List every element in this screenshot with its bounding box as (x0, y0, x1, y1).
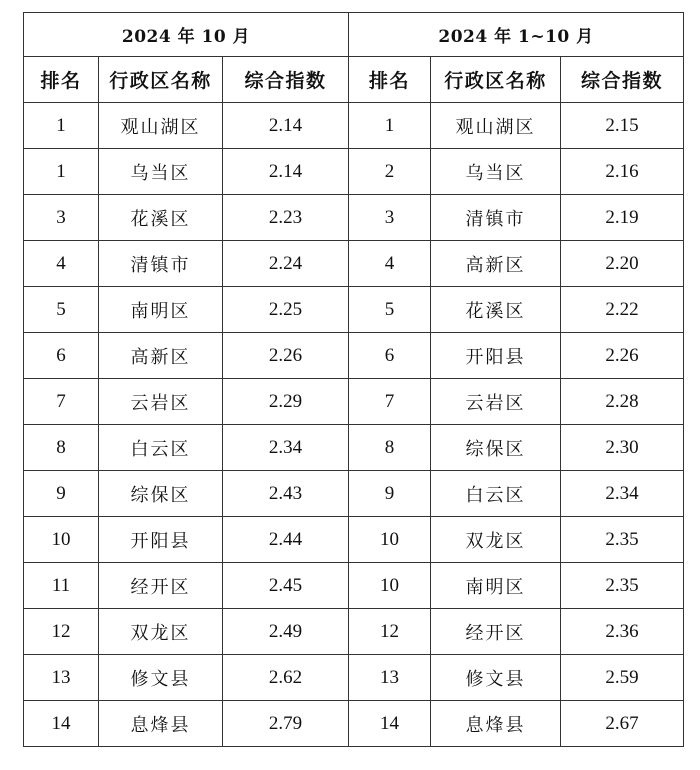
left-index-cell: 2.49 (223, 609, 349, 655)
right-district-cell: 花溪区 (431, 287, 561, 333)
right-rank-cell: 5 (349, 287, 431, 333)
column-header-district: 行政区名称 (431, 57, 561, 103)
left-rank-cell: 11 (24, 563, 99, 609)
right-rank-cell: 2 (349, 149, 431, 195)
left-rank-cell: 3 (24, 195, 99, 241)
right-rank-cell: 10 (349, 563, 431, 609)
left-district-cell: 乌当区 (99, 149, 223, 195)
left-index-cell: 2.43 (223, 471, 349, 517)
right-index-cell: 2.30 (561, 425, 684, 471)
right-district-cell: 息烽县 (431, 701, 561, 747)
left-rank-cell: 9 (24, 471, 99, 517)
left-district-cell: 云岩区 (99, 379, 223, 425)
left-index-cell: 2.45 (223, 563, 349, 609)
period-header-left: 2024 年 10 月 (24, 13, 349, 57)
left-index-cell: 2.44 (223, 517, 349, 563)
left-rank-cell: 6 (24, 333, 99, 379)
right-district-cell: 清镇市 (431, 195, 561, 241)
left-index-cell: 2.62 (223, 655, 349, 701)
right-district-cell: 乌当区 (431, 149, 561, 195)
right-index-cell: 2.36 (561, 609, 684, 655)
right-index-cell: 2.26 (561, 333, 684, 379)
left-index-cell: 2.23 (223, 195, 349, 241)
column-header-rank: 排名 (349, 57, 431, 103)
left-rank-cell: 14 (24, 701, 99, 747)
table-row (24, 149, 684, 195)
right-rank-cell: 3 (349, 195, 431, 241)
column-header-index: 综合指数 (561, 57, 684, 103)
left-rank-cell: 5 (24, 287, 99, 333)
right-rank-cell: 8 (349, 425, 431, 471)
right-rank-cell: 12 (349, 609, 431, 655)
right-index-cell: 2.20 (561, 241, 684, 287)
right-district-cell: 白云区 (431, 471, 561, 517)
table-row (24, 517, 684, 563)
table-row (24, 563, 684, 609)
table-row (24, 471, 684, 517)
table-row (24, 609, 684, 655)
left-district-cell: 高新区 (99, 333, 223, 379)
right-index-cell: 2.15 (561, 103, 684, 149)
left-index-cell: 2.24 (223, 241, 349, 287)
right-rank-cell: 14 (349, 701, 431, 747)
left-index-cell: 2.79 (223, 701, 349, 747)
right-index-cell: 2.35 (561, 517, 684, 563)
column-header-index: 综合指数 (223, 57, 349, 103)
table-row (24, 701, 684, 747)
left-index-cell: 2.14 (223, 103, 349, 149)
left-rank-cell: 10 (24, 517, 99, 563)
right-index-cell: 2.34 (561, 471, 684, 517)
right-rank-cell: 4 (349, 241, 431, 287)
left-district-cell: 南明区 (99, 287, 223, 333)
right-district-cell: 综保区 (431, 425, 561, 471)
column-header-rank: 排名 (24, 57, 99, 103)
left-rank-cell: 13 (24, 655, 99, 701)
ranking-table (23, 12, 684, 747)
right-rank-cell: 6 (349, 333, 431, 379)
right-index-cell: 2.22 (561, 287, 684, 333)
right-index-cell: 2.35 (561, 563, 684, 609)
left-index-cell: 2.29 (223, 379, 349, 425)
right-index-cell: 2.19 (561, 195, 684, 241)
left-index-cell: 2.26 (223, 333, 349, 379)
table-row (24, 655, 684, 701)
right-index-cell: 2.28 (561, 379, 684, 425)
right-district-cell: 高新区 (431, 241, 561, 287)
right-rank-cell: 13 (349, 655, 431, 701)
right-rank-cell: 10 (349, 517, 431, 563)
right-rank-cell: 1 (349, 103, 431, 149)
table-row (24, 425, 684, 471)
right-district-cell: 云岩区 (431, 379, 561, 425)
column-header-district: 行政区名称 (99, 57, 223, 103)
period-header-right: 2024 年 1~10 月 (349, 13, 684, 57)
right-rank-cell: 9 (349, 471, 431, 517)
table-row (24, 333, 684, 379)
left-district-cell: 综保区 (99, 471, 223, 517)
right-district-cell: 观山湖区 (431, 103, 561, 149)
left-rank-cell: 4 (24, 241, 99, 287)
left-district-cell: 清镇市 (99, 241, 223, 287)
right-district-cell: 开阳县 (431, 333, 561, 379)
column-header-row (24, 57, 684, 103)
table-row (24, 103, 684, 149)
left-district-cell: 经开区 (99, 563, 223, 609)
left-index-cell: 2.34 (223, 425, 349, 471)
left-rank-cell: 1 (24, 149, 99, 195)
left-district-cell: 花溪区 (99, 195, 223, 241)
left-rank-cell: 12 (24, 609, 99, 655)
left-index-cell: 2.25 (223, 287, 349, 333)
period-header-row (24, 13, 684, 57)
left-district-cell: 开阳县 (99, 517, 223, 563)
right-district-cell: 双龙区 (431, 517, 561, 563)
table-row (24, 287, 684, 333)
right-district-cell: 经开区 (431, 609, 561, 655)
left-district-cell: 息烽县 (99, 701, 223, 747)
right-district-cell: 修文县 (431, 655, 561, 701)
left-index-cell: 2.14 (223, 149, 349, 195)
left-district-cell: 双龙区 (99, 609, 223, 655)
right-index-cell: 2.16 (561, 149, 684, 195)
left-rank-cell: 1 (24, 103, 99, 149)
right-district-cell: 南明区 (431, 563, 561, 609)
right-index-cell: 2.59 (561, 655, 684, 701)
left-district-cell: 观山湖区 (99, 103, 223, 149)
table-row (24, 379, 684, 425)
left-district-cell: 白云区 (99, 425, 223, 471)
table-row (24, 195, 684, 241)
left-rank-cell: 7 (24, 379, 99, 425)
right-rank-cell: 7 (349, 379, 431, 425)
table-row (24, 241, 684, 287)
right-index-cell: 2.67 (561, 701, 684, 747)
left-district-cell: 修文县 (99, 655, 223, 701)
left-rank-cell: 8 (24, 425, 99, 471)
